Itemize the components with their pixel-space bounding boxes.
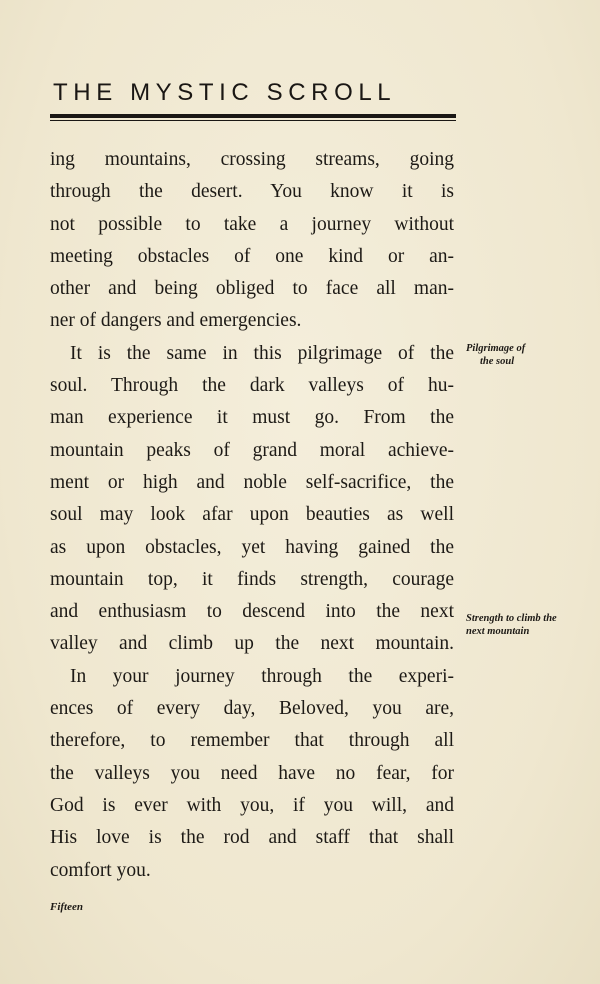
text-line: It is the same in this pilgrimage of the <box>70 342 454 364</box>
text-line: ences of every day, Beloved, you are, <box>50 698 454 720</box>
page-number: Fifteen <box>50 901 83 913</box>
text-line: and enthusiasm to descend into the next <box>50 601 454 623</box>
text-line: not possible to take a journey without <box>50 213 454 235</box>
text-line: therefore, to remember that through all <box>50 730 454 752</box>
text-line: mountain top, it finds strength, courage <box>50 568 454 590</box>
text-line: man experience it must go. From the <box>50 407 454 429</box>
text-line: as upon obstacles, yet having gained the <box>50 536 454 558</box>
marginal-note-line: next mountain <box>466 626 530 637</box>
text-line: the valleys you need have no fear, for <box>50 762 454 784</box>
text-line: God is ever with you, if you will, and <box>50 794 454 816</box>
text-line: ment or high and noble self-sacrifice, the <box>50 471 454 493</box>
marginal-note <box>466 342 525 368</box>
text-line: mountain peaks of grand moral achieve- <box>50 439 454 461</box>
text-line: meeting obstacles of one kind or an- <box>50 245 454 267</box>
text-line: ner of dangers and emergencies. <box>50 310 302 332</box>
text-line: soul may look afar upon beauties as well <box>50 504 454 526</box>
text-line: In your journey through the experi- <box>70 665 454 687</box>
text-line: other and being obliged to face all man- <box>50 278 454 300</box>
marginal-note-line: Strength to climb the <box>466 613 557 624</box>
marginal-note-line: Pilgrimage of <box>466 343 526 354</box>
text-line: valley and climb up the next mountain. <box>50 633 454 655</box>
text-line: His love is the rod and staff that shall <box>50 827 454 849</box>
text-line: comfort you. <box>50 859 151 881</box>
marginal-note-line: the soul <box>480 356 515 367</box>
body-text <box>50 144 454 887</box>
header-rule-thick <box>50 114 456 118</box>
text-line: ing mountains, crossing streams, going <box>50 149 454 170</box>
text-line: soul. Through the dark valleys of hu- <box>50 375 454 397</box>
header-rule-thin <box>50 120 456 121</box>
running-head: THE MYSTIC SCROLL <box>53 79 397 106</box>
marginal-note <box>466 612 557 638</box>
text-line: through the desert. You know it is <box>50 181 454 203</box>
